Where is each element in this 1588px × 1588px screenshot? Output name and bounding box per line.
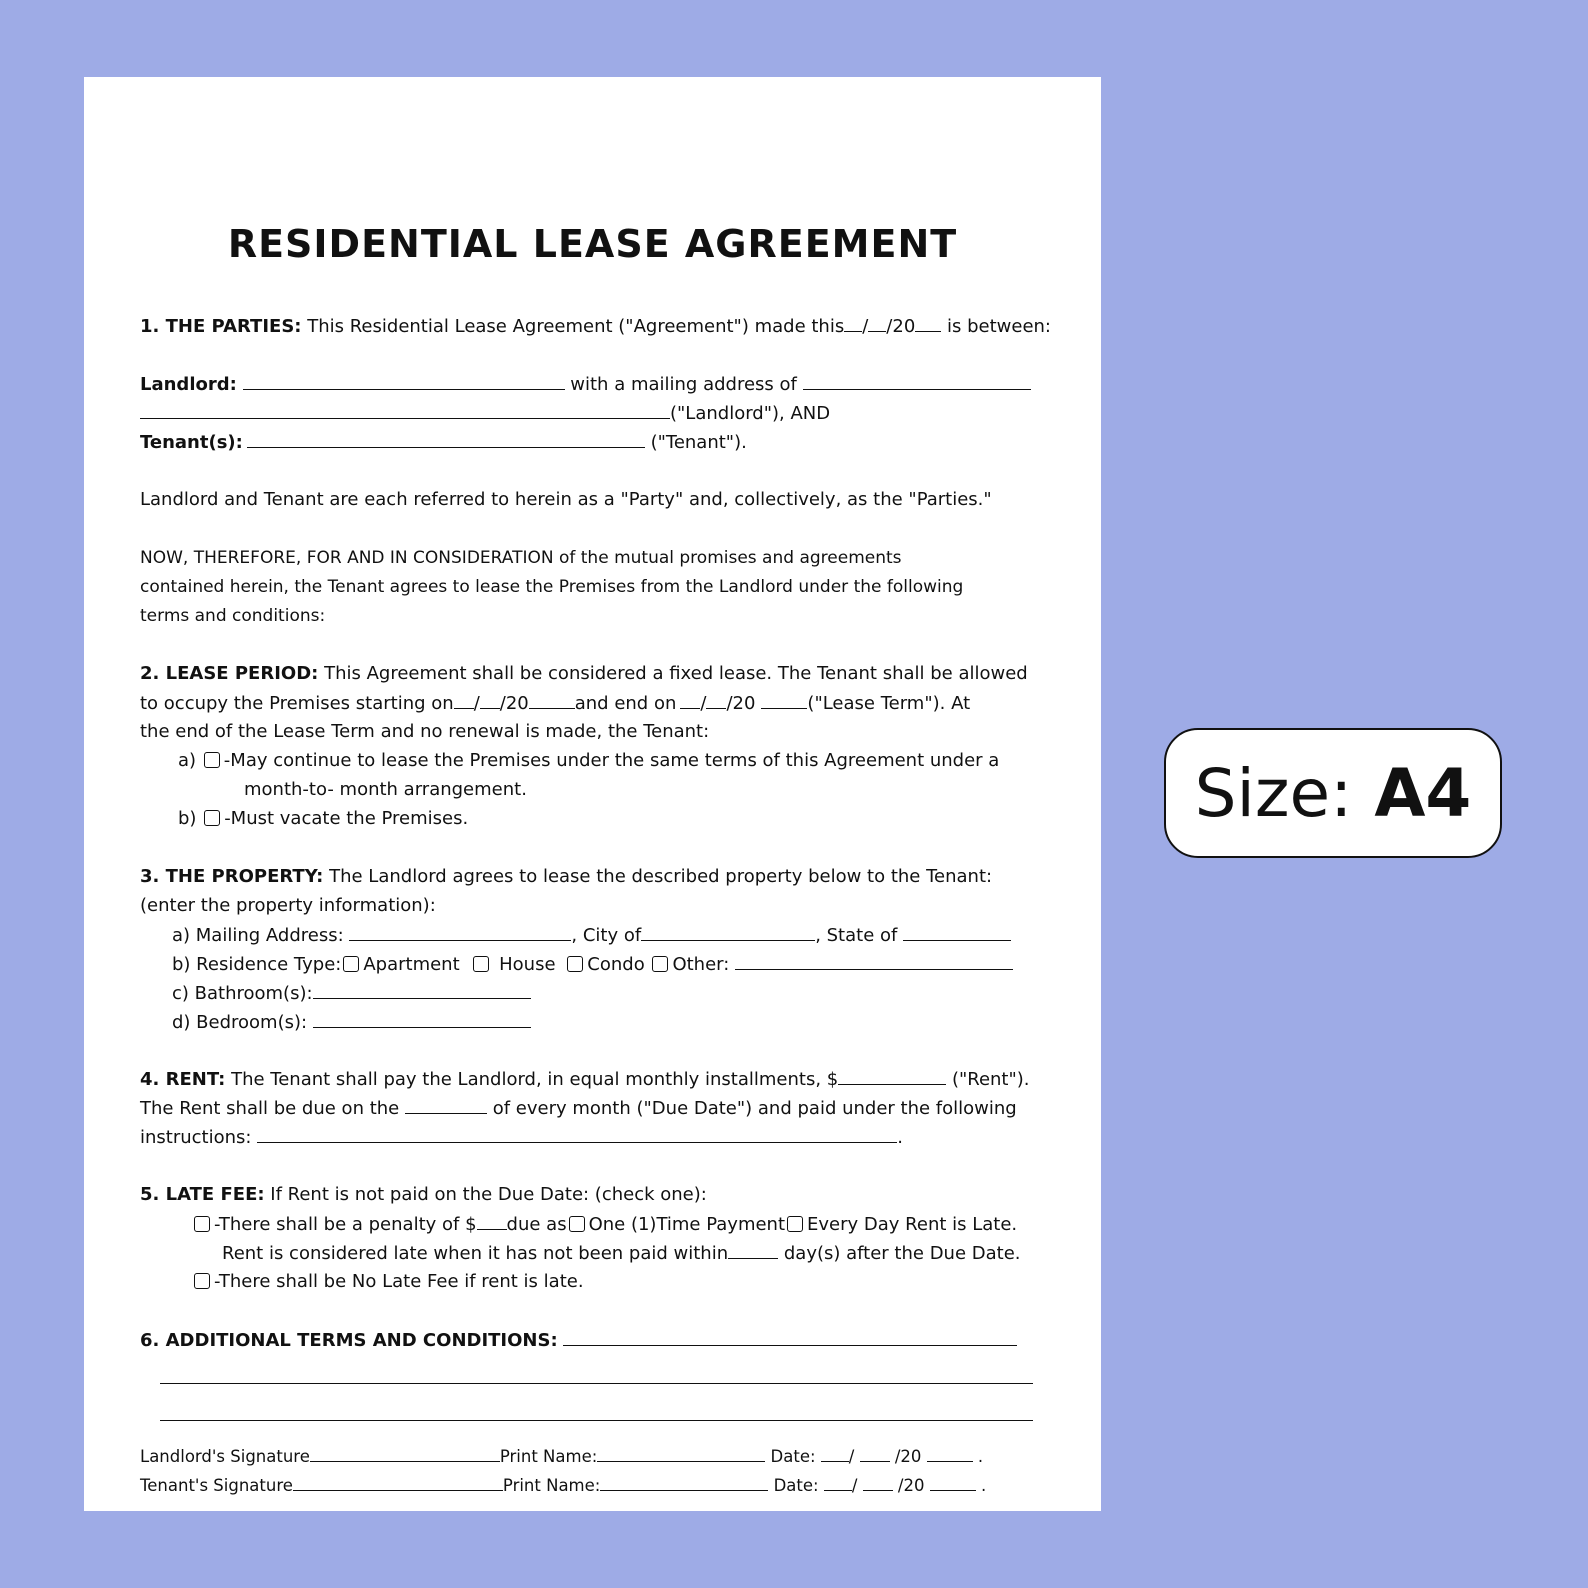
tenant-date-month-field[interactable]	[824, 1472, 852, 1491]
date-separator: /20	[499, 693, 529, 714]
landlord-date-month-field[interactable]	[821, 1443, 849, 1462]
rent-line-3	[140, 1124, 903, 1151]
additional-terms-heading: 6. ADDITIONAL TERMS AND CONDITIONS:	[140, 1330, 558, 1351]
date-separator: /	[848, 1447, 855, 1466]
state-label: , State of	[815, 925, 898, 946]
tenant-date-day-field[interactable]	[863, 1472, 893, 1491]
option-a-text: -May continue to lease the Premises under the same terms of this Agreement under a	[223, 750, 1000, 771]
additional-terms-field[interactable]	[563, 1327, 1017, 1346]
house-label: House	[499, 954, 556, 975]
size-label: Size:	[1194, 754, 1353, 832]
date-separator: /	[862, 316, 869, 337]
landlord-signature-field[interactable]	[310, 1443, 500, 1462]
landlord-line	[140, 371, 1031, 398]
rent-line-1	[140, 1066, 1030, 1093]
lease-end-text: and end on	[574, 693, 677, 714]
additional-terms-field-2[interactable]	[160, 1383, 1033, 1384]
lease-term-text: ("Lease Term"). At	[807, 693, 971, 714]
mailing-address-line	[172, 922, 1011, 949]
condo-checkbox[interactable]	[567, 956, 583, 972]
lease-period-line-3: the end of the Lease Term and no renewal is made, the Tenant:	[140, 721, 710, 742]
date-separator: /20	[894, 1447, 922, 1466]
late-days-text: Rent is considered late when it has not been paid within	[222, 1243, 729, 1264]
mailing-address-field[interactable]	[349, 922, 571, 941]
late-fee-option-1-cont	[222, 1240, 1021, 1267]
rent-line-2	[140, 1095, 1017, 1122]
one-time-checkbox[interactable]	[569, 1216, 585, 1232]
bedroom-label: d) Bedroom(s):	[172, 1012, 308, 1033]
rent-heading: 4. RENT:	[140, 1069, 226, 1090]
start-day-field[interactable]	[480, 690, 500, 709]
landlord-signature-line	[140, 1443, 983, 1470]
parties-text-end: is between:	[947, 316, 1052, 337]
apartment-checkbox[interactable]	[343, 956, 359, 972]
end-year-field[interactable]	[761, 690, 807, 709]
print-name-label: Print Name:	[502, 1476, 601, 1495]
date-separator: /	[473, 693, 480, 714]
parties-text: This Residential Lease Agreement ("Agreement") made this	[307, 316, 845, 337]
tenant-line	[140, 429, 747, 456]
agreement-day-field[interactable]	[868, 313, 886, 332]
bathroom-label: c) Bathroom(s):	[172, 983, 313, 1004]
date-separator: /	[700, 693, 707, 714]
lease-period-heading: 2. LEASE PERIOD:	[140, 663, 319, 684]
parties-line	[140, 313, 1051, 340]
bathroom-field[interactable]	[313, 980, 531, 999]
house-checkbox[interactable]	[473, 956, 489, 972]
late-fee-option-1	[192, 1211, 1017, 1238]
agreement-year-field[interactable]	[915, 313, 941, 332]
late-fee-option-2	[192, 1269, 584, 1295]
late-fee-intro: If Rent is not paid on the Due Date: (check one):	[270, 1184, 707, 1205]
bathroom-line	[172, 980, 531, 1007]
end-month-field[interactable]	[680, 690, 700, 709]
start-month-field[interactable]	[454, 690, 474, 709]
penalty-amount-field[interactable]	[477, 1211, 507, 1230]
parties-heading: 1. THE PARTIES:	[140, 316, 302, 337]
tenant-signature-label: Tenant's Signature	[140, 1476, 293, 1495]
additional-terms-line	[140, 1327, 1017, 1354]
city-label: , City of	[571, 925, 642, 946]
rent-due-text-2: of every month ("Due Date") and paid under the following	[492, 1098, 1017, 1119]
tenant-suffix: ("Tenant").	[650, 432, 747, 453]
landlord-address-field-2[interactable]	[140, 400, 670, 419]
penalty-text: -There shall be a penalty of $	[214, 1214, 477, 1235]
residence-type-line	[172, 951, 1013, 978]
bedroom-field[interactable]	[313, 1009, 531, 1028]
property-line-1	[140, 864, 992, 890]
landlord-print-name-field[interactable]	[597, 1443, 765, 1462]
late-days-field[interactable]	[728, 1240, 778, 1259]
consideration-line-1: NOW, THEREFORE, FOR AND IN CONSIDERATION of the mutual promises and agreements	[140, 548, 902, 568]
lease-option-b	[178, 806, 468, 832]
option-letter: a)	[178, 750, 197, 771]
property-line-2: (enter the property information):	[140, 895, 436, 916]
additional-terms-field-3[interactable]	[160, 1420, 1033, 1421]
option-b-text: -Must vacate the Premises.	[224, 808, 469, 829]
no-late-fee-text: -There shall be No Late Fee if rent is late.	[214, 1271, 584, 1292]
option-a-checkbox[interactable]	[204, 752, 220, 768]
landlord-address-line	[140, 400, 830, 427]
landlord-label: Landlord:	[140, 374, 237, 395]
rent-text: The Tenant shall pay the Landlord, in equal monthly installments, $	[231, 1069, 839, 1090]
start-year-field[interactable]	[529, 690, 575, 709]
tenant-date-year-field[interactable]	[930, 1472, 976, 1491]
print-name-label: Print Name:	[499, 1447, 598, 1466]
landlord-suffix: ("Landlord"), AND	[670, 403, 831, 424]
date-label: Date:	[770, 1447, 816, 1466]
size-value: A4	[1374, 754, 1472, 832]
mailing-text: with a mailing address of	[570, 374, 797, 395]
date-separator: /20	[897, 1476, 925, 1495]
rent-due-text: The Rent shall be due on the	[140, 1098, 400, 1119]
document-page	[84, 77, 1101, 1511]
rent-suffix: ("Rent").	[951, 1069, 1030, 1090]
landlord-address-field[interactable]	[803, 371, 1031, 390]
tenant-print-name-field[interactable]	[600, 1472, 768, 1491]
no-late-fee-checkbox[interactable]	[194, 1273, 210, 1289]
lease-period-text: This Agreement shall be considered a fixed lease. The Tenant shall be allowed	[324, 663, 1028, 684]
tenant-signature-field[interactable]	[293, 1472, 503, 1491]
one-time-label: One (1)Time Payment	[588, 1214, 786, 1235]
landlord-name-field[interactable]	[243, 371, 565, 390]
late-fee-line-1	[140, 1182, 707, 1208]
document-title: RESIDENTIAL LEASE AGREEMENT	[227, 222, 958, 266]
date-separator: /	[851, 1476, 858, 1495]
consideration-line-3: terms and conditions:	[140, 606, 326, 626]
period: .	[897, 1127, 903, 1148]
tenant-name-field[interactable]	[247, 429, 645, 448]
landlord-date-day-field[interactable]	[860, 1443, 890, 1462]
date-separator: /20	[726, 693, 756, 714]
landlord-signature-label: Landlord's Signature	[140, 1447, 310, 1466]
every-day-label: Every Day Rent is Late.	[807, 1214, 1018, 1235]
period: .	[977, 1447, 984, 1466]
landlord-date-year-field[interactable]	[927, 1443, 973, 1462]
apartment-label: Apartment	[363, 954, 460, 975]
property-heading: 3. THE PROPERTY:	[140, 866, 324, 887]
period: .	[980, 1476, 987, 1495]
parties-collective: Landlord and Tenant are each referred to herein as a "Party" and, collectively, as the "Parties."	[140, 489, 992, 510]
lease-period-line-2	[140, 690, 970, 717]
size-badge	[1164, 728, 1502, 858]
residence-type-label: b) Residence Type:	[172, 954, 342, 975]
every-day-checkbox[interactable]	[787, 1216, 803, 1232]
rent-amount-field[interactable]	[838, 1066, 946, 1085]
mailing-address-label: a) Mailing Address:	[172, 925, 344, 946]
state-field[interactable]	[903, 922, 1011, 941]
instructions-label: instructions:	[140, 1127, 252, 1148]
option-letter: b)	[178, 808, 197, 829]
date-label: Date:	[773, 1476, 819, 1495]
lease-option-a-cont: month-to- month arrangement.	[244, 779, 527, 800]
other-field[interactable]	[735, 951, 1013, 970]
bedroom-line	[172, 1009, 531, 1036]
other-label: Other:	[672, 954, 730, 975]
due-date-field[interactable]	[405, 1095, 487, 1114]
city-field[interactable]	[641, 922, 815, 941]
property-text: The Landlord agrees to lease the described property below to the Tenant:	[329, 866, 993, 887]
condo-label: Condo	[587, 954, 645, 975]
penalty-checkbox[interactable]	[194, 1216, 210, 1232]
lease-period-line-1	[140, 661, 1028, 687]
instructions-field[interactable]	[257, 1124, 897, 1143]
date-separator: /20	[886, 316, 916, 337]
tenant-label: Tenant(s):	[140, 432, 243, 453]
consideration-line-2: contained herein, the Tenant agrees to lease the Premises from the Landlord under the following	[140, 577, 964, 597]
penalty-due-text: due as	[506, 1214, 567, 1235]
tenant-signature-line	[140, 1472, 986, 1499]
lease-start-text: to occupy the Premises starting on	[140, 693, 454, 714]
late-days-text-2: day(s) after the Due Date.	[783, 1243, 1021, 1264]
option-b-checkbox[interactable]	[204, 810, 220, 826]
agreement-month-field[interactable]	[844, 313, 862, 332]
late-fee-heading: 5. LATE FEE:	[140, 1184, 265, 1205]
lease-option-a	[178, 748, 999, 774]
other-checkbox[interactable]	[652, 956, 668, 972]
end-day-field[interactable]	[706, 690, 726, 709]
